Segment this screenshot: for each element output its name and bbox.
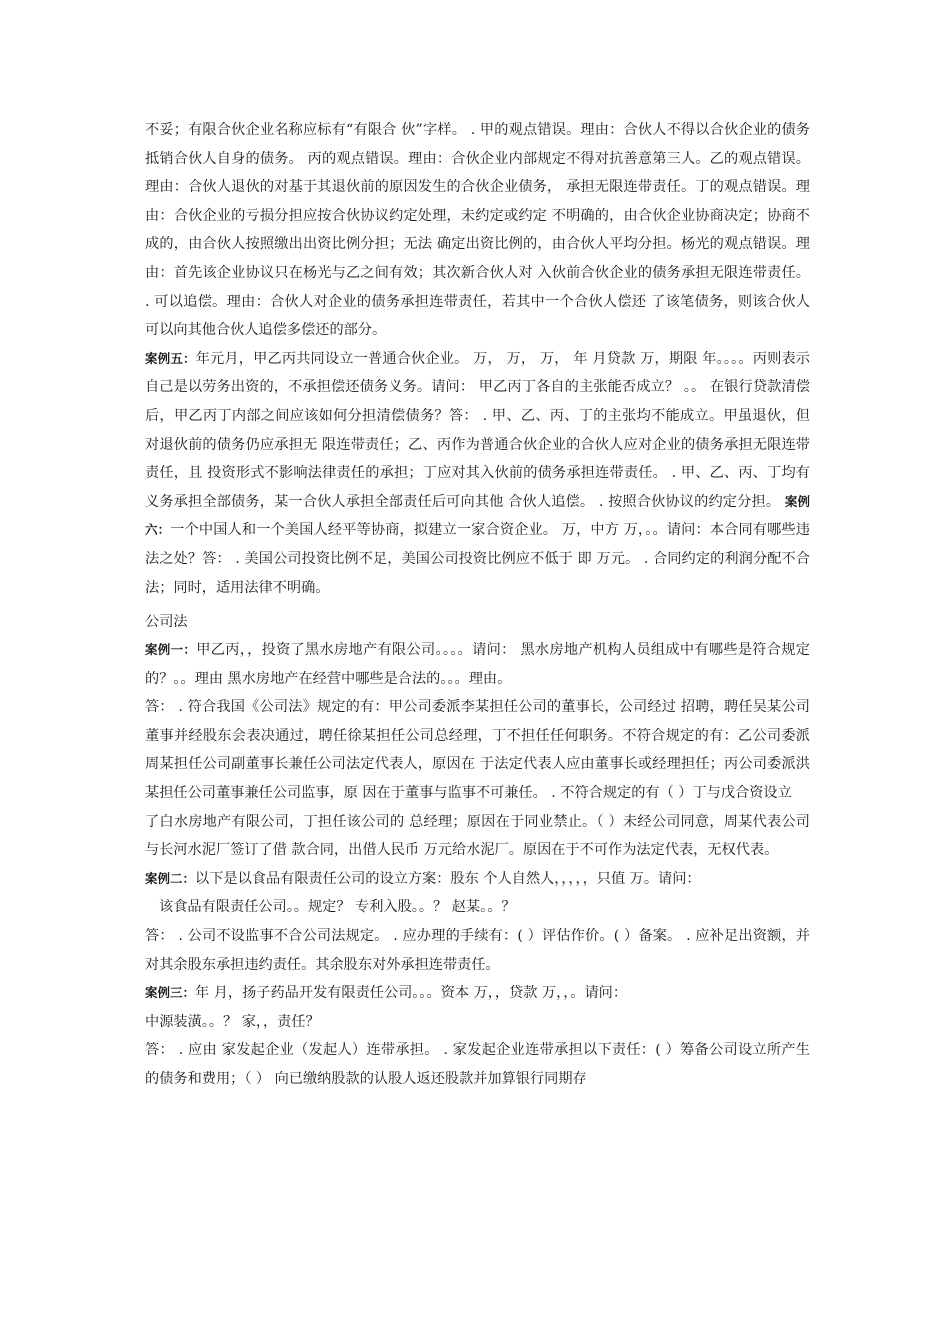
company-case-one-answer: 答： . 符合我国《公司法》规定的有：甲公司委派李某担任公司的董事长，公司经过 招聘，聘任吴某公司董事并经股东会表决通过，聘任徐某担任公司总经理，丁不担任任何职务。不符合规定的有：乙公司委派周某担任公司副董事长兼任公司法定代表人，原因在 于法定代表人应由董事长或经理担任；丙公司委派洪某担任公司董事兼任公司监事，原 因在于董事与监事不可兼任。 . 不符合规定的有（ ）丁与戊合资设立 bbox=[145, 699, 810, 802]
case-five-six-paragraph bbox=[145, 345, 810, 602]
company-case-three-answer: 答： . 应由 家发起企业（发起人）连带承担。 . 家发起企业连带承担以下责任：( ）筹备公司设立所产生的债务和费用；（ ） 向已缴纳股款的认股人返还股款并加算银行同期存 bbox=[145, 1042, 810, 1087]
case-two-label: 案例二： bbox=[145, 870, 196, 886]
case-five-label: 案例五： bbox=[145, 350, 196, 366]
company-case-two-answer: 答： . 公司不设监事不合公司法规定。 . 应办理的手续有：( ）评估作价。( ）备案。 . 应补足出资额，并对其余股东承担违约责任。其余股东对外承担连带责任。 bbox=[145, 928, 810, 973]
section-title: 公司法 bbox=[145, 614, 188, 631]
case-one-label: 案例一： bbox=[145, 642, 197, 658]
case-five-text: 年元月，甲乙丙共同设立一普通合伙企业。 万， 万， 万， 年 月贷款 万，期限 年。。。。丙则表示自己是以劳务出资的，不承担偿还债务义务。请问： 甲乙丙丁各自的主张能否成立？ 。。 在银行贷款清偿后，甲乙丙丁内部之间应该如何分担清偿债务？答： . 甲、乙、丙、丁的主张均不能成立。甲虽退伙，但对退伙前的债务仍应承担无 限连带责任；乙、丙作为普通合伙企业的合伙人应对企业的债务承担无限连带责任，且 投资形式不影响法律责任的承担；丁应对其入伙前的债务承担连带责任。 . 甲、乙、丙、丁均有义务承担全部债务，某一合伙人承担全部责任后可向其他 合伙人追偿。 . 按照合伙协议的约定分担。 bbox=[145, 350, 810, 510]
document-page bbox=[145, 116, 810, 1094]
case-six-label: 案例六： bbox=[145, 493, 810, 538]
company-case-one-question: 案例一：甲乙丙，，投资了黑水房地产有限公司。。。。请问： 黑水房地产机构人员组成中有哪些是符合规定的？。。理由 黑水房地产在经营中哪些是合法的。。。理由。 bbox=[145, 642, 810, 687]
partnership-answer-paragraph: 不妥；有限合伙企业名称应标有“有限合 伙”字样。 . 甲的观点错误。理由：合伙人不得以合伙企业的债务抵销合伙人自身的债务。 丙的观点错误。理由：合伙企业内部规定不得对抗善意第三人。乙的观点错误。理由：合伙人退伙的对基于其退伙前的原因发生的合伙企业债务， 承担无限连带责任。丁的观点错误。理由：合伙企业的亏损分担应按合伙协议约定处理，未约定或约定 不明确的，由合伙企业协商决定；协商不成的，由合伙人按照缴出出资比例分担；无法 确定出资比例的，由合伙人平均分担。杨光的观点错误。理由：首先该企业协议只在杨光与乙之间有效；其次新合伙人对 入伙前合伙企业的债务承担无限连带责任。 . 可以追偿。理由：合伙人对企业的债务承担连带责任，若其中一个合伙人偿还 了该笔债务，则该合伙人可以向其他合伙人追偿多偿还的部分。 bbox=[145, 122, 810, 339]
case-three-label: 案例三： bbox=[145, 985, 196, 1001]
company-case-three-question: 案例三：年 月，扬子药品开发有限责任公司。。。资本 万，，贷款 万，，。请问： bbox=[145, 985, 628, 1002]
company-case-one-answer-continued: 了白水房地产有限公司，丁担任该公司的 总经理；原因在于同业禁止。（ ）未经公司同意，周某代表公司与长河水泥厂签订了借 款合同，出借人民币 万元给水泥厂。原因在于不可作为法定代表，无权代表。 bbox=[145, 813, 810, 859]
company-case-three-question-continued: 中源装潢。。？ 家，，责任？ bbox=[145, 1013, 320, 1030]
company-case-two-question-continued: 该食品有限责任公司。。规定？ 专利入股。。？ 赵某。。？ bbox=[159, 899, 516, 916]
case-six-text: 一个中国人和一个美国人经平等协商，拟建立一家合资企业。 万，中方 万，。。请问：本合同有哪些违法之处？答： . 美国公司投资比例不足，美国公司投资比例应不低于 即 万元。 . 合同约定的利润分配不合法；同时，适用法律不明确。 bbox=[145, 522, 810, 596]
company-case-two-question: 案例二：以下是以食品有限责任公司的设立方案：股东 个人自然人，，，，，只值 万。请问： bbox=[145, 870, 701, 887]
